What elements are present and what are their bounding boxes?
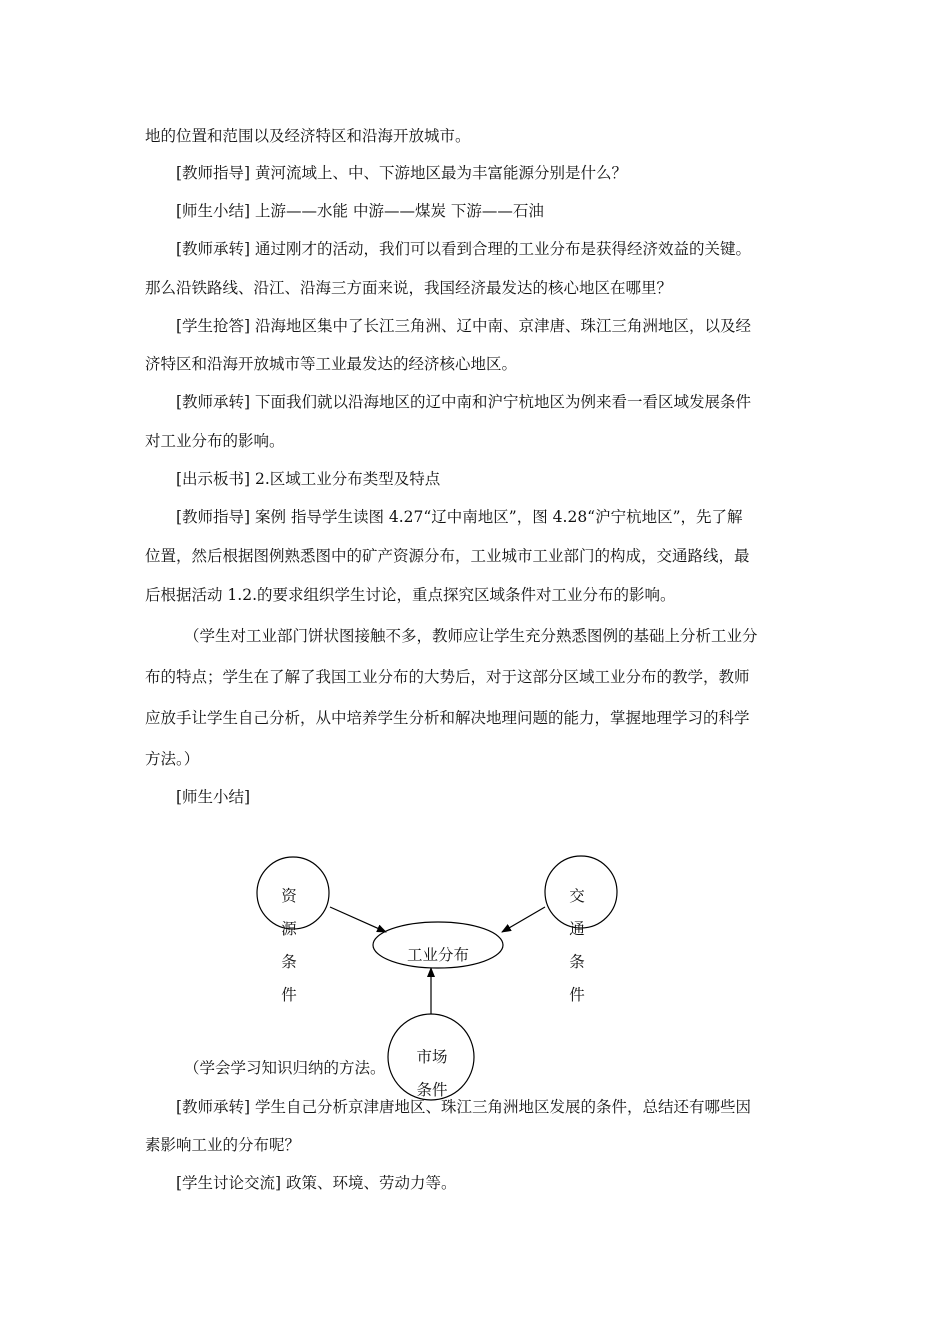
paragraph-line: （学生对工业部门饼状图接触不多，教师应让学生充分熟悉图例的基础上分析工业分: [184, 627, 758, 645]
paragraph-line: 济特区和沿海开放城市等工业最发达的经济核心地区。: [145, 355, 518, 373]
paragraph-line: 布的特点；学生在了解了我国工业分布的大势后，对于这部分区域工业分布的教学，教师: [145, 668, 750, 686]
paragraph-line: 后根据活动 1.2.的要求组织学生讨论，重点探究区域条件对工业分布的影响。: [145, 586, 676, 604]
paragraph-line: [师生小结]: [176, 788, 251, 806]
resource-arrow: [330, 907, 386, 932]
transport-arrow: [502, 907, 545, 932]
paragraph-line: [出示板书] 2.区域工业分布类型及特点: [176, 470, 441, 488]
market-label-line1: 市场: [416, 1048, 448, 1066]
paragraph-line: [教师指导] 黄河流域上、中、下游地区最为丰富能源分别是什么？: [176, 164, 628, 182]
paragraph-line: 对工业分布的影响。: [145, 432, 285, 450]
paragraph-line: 应放手让学生自己分析，从中培养学生分析和解决地理问题的能力，掌握地理学习的科学: [145, 709, 750, 727]
paragraph-line: [学生抢答] 沿海地区集中了长江三角洲、辽中南、京津唐、珠江三角洲地区，以及经: [176, 317, 752, 335]
industry-label: 工业分布: [406, 946, 469, 964]
paragraph-line: [教师指导] 案例 指导学生读图 4.27“辽中南地区”，图 4.28“沪宁杭地区”，先了解: [176, 508, 743, 526]
paragraph-line: 素影响工业的分布呢？: [145, 1136, 301, 1154]
market-label-line2: 条件: [416, 1081, 448, 1099]
transport-label: 交 通 条 件: [569, 887, 585, 1004]
resource-label: 资 源 条 件: [281, 887, 297, 1004]
paragraph-line: [教师承转] 下面我们就以沿海地区的辽中南和沪宁杭地区为例来看一看区域发展条件: [176, 393, 752, 411]
paragraph-line: 地的位置和范围以及经济特区和沿海开放城市。: [145, 127, 471, 145]
paragraph-line: 那么沿铁路线、沿江、沿海三方面来说，我国经济最发达的核心地区在哪里？: [145, 279, 673, 297]
paragraph-line: [教师承转] 学生自己分析京津唐地区、珠江三角洲地区发展的条件，总结还有哪些因: [176, 1098, 752, 1116]
paragraph-line: [师生小结] 上游——水能 中游——煤炭 下游——石油: [176, 202, 544, 220]
paragraph-line: 位置，然后根据图例熟悉图中的矿产资源分布，工业城市工业部门的构成，交通路线，最: [145, 547, 750, 565]
paragraph-line: [学生讨论交流] 政策、环境、劳动力等。: [176, 1174, 457, 1192]
paragraph-line: 方法。）: [145, 750, 200, 768]
paragraph-line: [教师承转] 通过刚才的活动，我们可以看到合理的工业分布是获得经济效益的关键。: [176, 240, 752, 258]
paragraph-line: （学会学习知识归纳的方法。: [184, 1059, 386, 1077]
